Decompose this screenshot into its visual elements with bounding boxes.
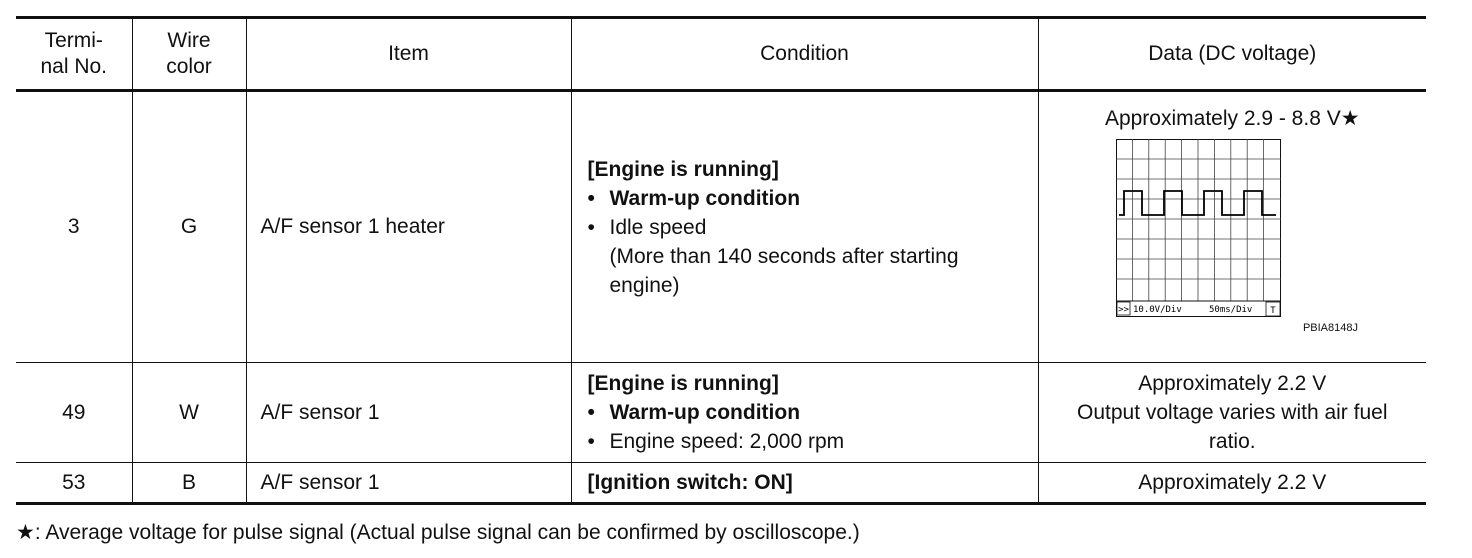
condition-bullet: • Engine speed: 2,000 rpm [588, 427, 1038, 456]
scope-voltage-scale: 10.0V/Div [1132, 305, 1182, 315]
header-wire-color: Wire color [132, 18, 246, 91]
data-cell [1038, 91, 1426, 363]
condition-note: (More than 140 seconds after starting engine) [609, 244, 959, 297]
table-row [16, 363, 1426, 463]
data-cell: Approximately 2.2 V Output voltage varies with air fuel ratio. [1038, 363, 1426, 463]
oscilloscope-waveform [1116, 139, 1281, 317]
data-value: Approximately 2.9 - 8.8 V★ [1104, 107, 1360, 130]
data-cell: Approximately 2.2 V [1038, 463, 1426, 504]
condition-bullet: • Idle speed [588, 213, 1038, 242]
bullet-icon: • [587, 186, 595, 210]
bullet-icon: • [587, 401, 595, 424]
condition-heading: [Engine is running] [587, 372, 779, 395]
item-cell: A/F sensor 1 heater [246, 91, 571, 363]
footnote [16, 520, 860, 545]
header-condition: Condition [571, 18, 1038, 91]
condition-heading: [Engine is running] [587, 157, 779, 181]
condition-bullet: • Warm-up condition [588, 398, 1038, 427]
header-data: Data (DC voltage) [1038, 18, 1426, 91]
terminal-cell: 53 [62, 470, 86, 494]
condition-cell [571, 91, 1038, 363]
terminal-cell: 3 [67, 215, 80, 238]
bullet-icon: • [587, 215, 595, 239]
terminal-cell: 49 [62, 400, 86, 424]
star-icon: ★ [1340, 107, 1360, 130]
footnote-text: : Average voltage for pulse signal (Actual pulse signal can be confirmed by oscilloscope.) [34, 521, 860, 544]
condition-bullet: • Warm-up condition [588, 184, 1038, 213]
item-cell: A/F sensor 1 [246, 363, 571, 463]
wire-color-cell: B [132, 463, 246, 504]
svg-text:>>: >> [1117, 305, 1129, 315]
terminal-data-table [16, 16, 1426, 505]
star-icon: ★ [16, 521, 35, 544]
table-row [16, 463, 1426, 504]
figure-id: PBIA8148J [1302, 322, 1358, 334]
header-row [16, 18, 1426, 91]
scope-time-scale: 50ms/Div [1208, 305, 1252, 315]
scope-trigger: T [1269, 306, 1276, 316]
item-cell: A/F sensor 1 [246, 463, 571, 504]
table-row [16, 91, 1426, 363]
condition-cell [571, 363, 1038, 463]
bullet-icon: • [587, 430, 595, 453]
wire-color-cell: G [132, 91, 246, 363]
condition-heading: [Ignition switch: ON] [587, 471, 793, 494]
wire-color-cell: W [132, 363, 246, 463]
condition-cell [571, 463, 1038, 504]
header-item: Item [246, 18, 571, 91]
header-terminal: Termi- nal No. [40, 29, 108, 78]
